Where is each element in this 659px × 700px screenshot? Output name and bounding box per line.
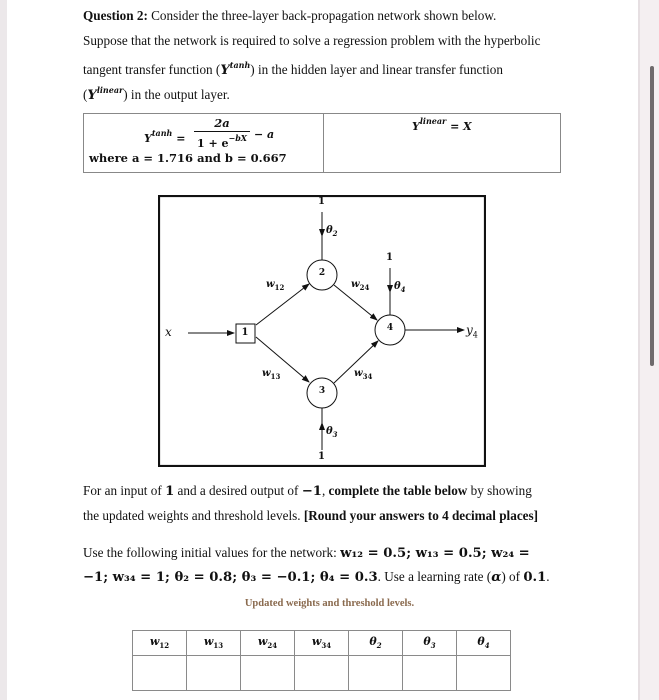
node-4-label: 4 bbox=[386, 323, 394, 333]
answer-cell-w24[interactable] bbox=[241, 656, 295, 691]
weight-symbol: w bbox=[354, 368, 363, 379]
question-line-1 bbox=[83, 4, 496, 29]
bias-input-node4: 1 bbox=[386, 252, 393, 263]
theta2-label bbox=[326, 225, 338, 238]
text: , bbox=[321, 483, 329, 498]
theta-symbol: θ bbox=[394, 281, 401, 292]
text: . Use a learning rate ( bbox=[377, 569, 492, 584]
linear-equation bbox=[412, 116, 472, 133]
header-subscript: 3 bbox=[430, 641, 436, 651]
text: ) in the output layer. bbox=[123, 86, 230, 102]
math-superscript: tanh bbox=[151, 128, 173, 138]
weight-subscript: 34 bbox=[362, 372, 373, 381]
left-edge-strip bbox=[0, 0, 7, 700]
header-subscript: 12 bbox=[159, 641, 170, 651]
learning-rate-value: 0.1 bbox=[523, 570, 547, 585]
header-w12 bbox=[133, 631, 187, 656]
input-value: 1 bbox=[165, 484, 175, 499]
theta3-label bbox=[326, 426, 338, 439]
header-symbol: w bbox=[311, 635, 322, 649]
desired-output-value: −1 bbox=[301, 484, 322, 499]
weight-symbol: w bbox=[262, 368, 271, 379]
header-symbol: θ bbox=[369, 635, 377, 649]
bias-input-node3: 1 bbox=[318, 451, 325, 462]
answer-cell-theta2[interactable] bbox=[349, 656, 403, 691]
math-superscript: linear bbox=[419, 116, 447, 126]
table-divider bbox=[323, 114, 324, 172]
header-w24 bbox=[241, 631, 295, 656]
instruction-line-3 bbox=[83, 541, 530, 567]
output-symbol: y bbox=[466, 323, 473, 337]
linear-rhs: = X bbox=[446, 120, 472, 133]
text: . bbox=[546, 569, 550, 584]
text: ) of bbox=[501, 569, 524, 584]
answer-cell-theta4[interactable] bbox=[457, 656, 511, 691]
question-line-2: Suppose that the network is required to solve a regression problem with the hyperbolic bbox=[83, 32, 541, 48]
output-y4-label bbox=[466, 323, 478, 339]
weight-w24-label bbox=[351, 279, 369, 292]
instruction-line-4 bbox=[83, 565, 550, 591]
header-w34 bbox=[295, 631, 349, 656]
text: ) in the hidden layer and linear transfer function bbox=[250, 62, 503, 77]
vertical-scrollbar[interactable] bbox=[638, 0, 659, 700]
weight-w13-label bbox=[262, 368, 280, 381]
header-symbol: w bbox=[257, 635, 268, 649]
header-symbol: θ bbox=[477, 635, 485, 649]
text: tangent transfer function ( bbox=[83, 62, 221, 77]
header-symbol: w bbox=[203, 635, 214, 649]
minus-a: − a bbox=[254, 128, 275, 141]
header-symbol: θ bbox=[423, 635, 431, 649]
denominator bbox=[194, 132, 250, 150]
node-2-label: 2 bbox=[318, 268, 326, 278]
header-theta3 bbox=[403, 631, 457, 656]
rounding-instruction: [Round your answers to 4 decimal places] bbox=[303, 508, 539, 523]
emphasis-text: complete the table below bbox=[328, 483, 468, 498]
answer-table-caption: Updated weights and threshold levels. bbox=[244, 598, 415, 609]
answer-table-header-row bbox=[133, 631, 511, 656]
output-subscript: 4 bbox=[472, 330, 478, 340]
text: ( bbox=[83, 86, 88, 102]
math-symbol: Y bbox=[144, 132, 152, 145]
math-symbol: Y bbox=[87, 87, 97, 103]
weight-subscript: 12 bbox=[274, 283, 285, 292]
header-subscript: 24 bbox=[267, 641, 278, 651]
network-diagram bbox=[158, 195, 486, 467]
answer-cell-theta3[interactable] bbox=[403, 656, 457, 691]
transfer-function-table bbox=[83, 113, 561, 173]
header-subscript: 2 bbox=[376, 641, 382, 651]
theta-subscript: 4 bbox=[400, 285, 406, 294]
node-1-label: 1 bbox=[241, 327, 249, 338]
theta-symbol: θ bbox=[326, 426, 333, 437]
network-svg bbox=[158, 195, 486, 467]
math-superscript: linear bbox=[96, 84, 124, 95]
initial-values-part-2: −1; w₃₄ = 1; θ₂ = 0.8; θ₃ = −0.1; θ₄ = 0.3 bbox=[83, 570, 378, 585]
header-symbol: w bbox=[149, 635, 160, 649]
text: For an input of bbox=[83, 483, 166, 498]
question-intro: Consider the three-layer back-propagation network shown below. bbox=[147, 8, 497, 23]
theta4-label bbox=[394, 281, 406, 294]
equals-sign: = bbox=[172, 132, 186, 145]
math-superscript: tanh bbox=[229, 60, 251, 70]
weight-symbol: w bbox=[266, 279, 275, 290]
initial-values-part-1: w₁₂ = 0.5; w₁₃ = 0.5; w₂₄ = bbox=[340, 546, 530, 561]
answer-cell-w12[interactable] bbox=[133, 656, 187, 691]
tanh-lhs bbox=[144, 128, 185, 145]
text: and a desired output of bbox=[174, 483, 302, 498]
weight-subscript: 24 bbox=[359, 283, 370, 292]
text: by showing bbox=[467, 483, 532, 498]
theta-symbol: θ bbox=[326, 225, 333, 236]
denominator-base: 1 + e bbox=[196, 137, 229, 150]
alpha-symbol: α bbox=[491, 570, 502, 585]
numerator: 2a bbox=[194, 116, 250, 132]
weight-w34-label bbox=[354, 368, 372, 381]
header-theta4 bbox=[457, 631, 511, 656]
theta-subscript: 2 bbox=[332, 229, 338, 238]
bias-input-node2: 1 bbox=[318, 196, 325, 207]
instruction-line-2 bbox=[83, 504, 538, 529]
answer-cell-w13[interactable] bbox=[187, 656, 241, 691]
weight-subscript: 13 bbox=[270, 372, 281, 381]
exponent: −bX bbox=[228, 133, 248, 143]
theta-subscript: 3 bbox=[332, 430, 338, 439]
header-theta2 bbox=[349, 631, 403, 656]
weight-symbol: w bbox=[351, 279, 360, 290]
constants-text: where a = 1.716 and b = 0.667 bbox=[89, 151, 287, 165]
question-label: Question 2: bbox=[83, 8, 148, 23]
text: the updated weights and threshold levels. bbox=[83, 508, 304, 523]
header-subscript: 4 bbox=[484, 641, 490, 651]
answer-table-row bbox=[133, 656, 511, 691]
answer-table bbox=[132, 630, 511, 691]
node-3-label: 3 bbox=[318, 386, 326, 396]
header-w13 bbox=[187, 631, 241, 656]
fraction bbox=[194, 116, 250, 150]
header-subscript: 13 bbox=[213, 641, 224, 651]
text: Use the following initial values for the network: bbox=[83, 545, 341, 560]
input-x-label: x bbox=[165, 325, 172, 339]
math-symbol: Y bbox=[220, 63, 230, 78]
header-subscript: 34 bbox=[321, 641, 332, 651]
answer-cell-w34[interactable] bbox=[295, 656, 349, 691]
weight-w12-label bbox=[266, 279, 284, 292]
scrollbar-thumb[interactable] bbox=[650, 66, 654, 366]
question-line-4 bbox=[83, 78, 230, 109]
math-symbol: Y bbox=[412, 120, 420, 133]
instruction-line-1 bbox=[83, 479, 532, 505]
